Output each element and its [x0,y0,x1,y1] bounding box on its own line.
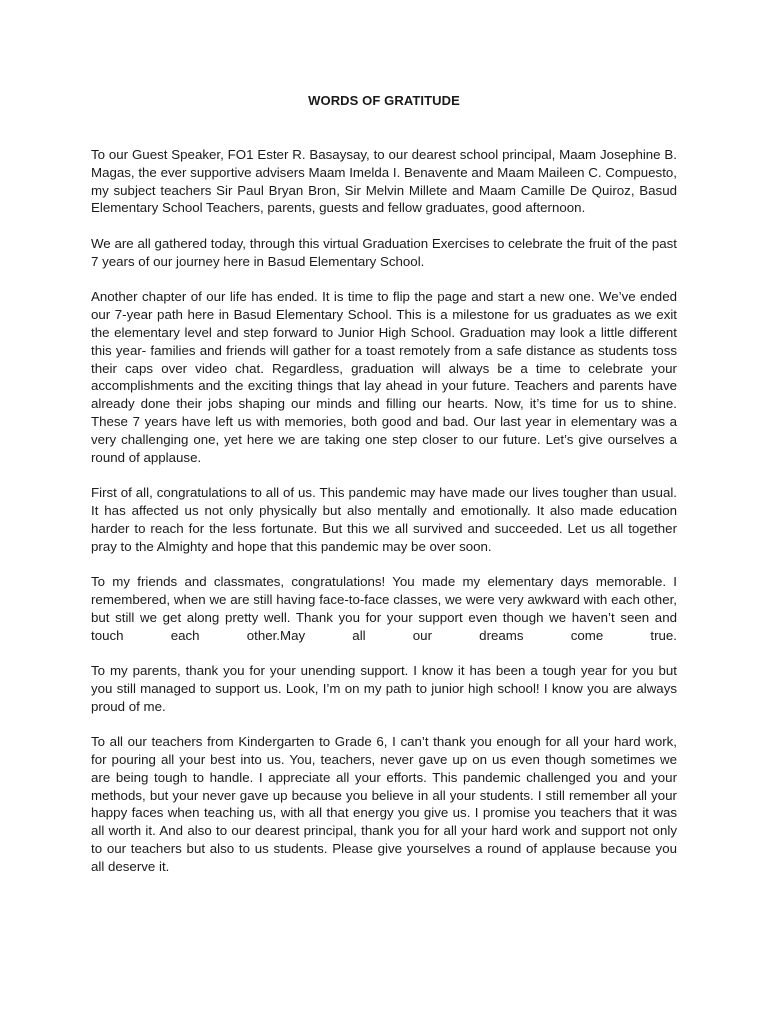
paragraph-teachers: To all our teachers from Kindergarten to Grade 6, I can’t thank you enough for all your hard work, for pouring all your best into us. You, teachers, never gave up on us even though sometimes we are being tough to handle. I appreciate all your efforts. This pandemic challenged you and your methods, but your never gave up because you believe in all your students. I still remember all your happy faces when teaching us, with all that energy you give us. I promise you teachers that it was all worth it. And also to our dearest principal, thank you for all your hard work and support not only to our teachers but also to us students. Please give yourselves a round of applause because you all deserve it. [91,734,677,874]
paragraph-friends: To my friends and classmates, congratulations! You made my elementary days memorable. I remembered, when we are still having face-to-face classes, we were very awkward with each other, but still we get along pretty well. Thank you for your support even though we haven’t seen and touch each other.May all our dreams come true. [91,574,677,643]
document-title: WORDS OF GRATITUDE [308,93,460,108]
paragraph-another-chapter: Another chapter of our life has ended. It is time to flip the page and start a new one. We’ve ended our 7-year path here in Basud Elementary School. This is a milestone for us graduates as we exit the elementary level and step forward to Junior High School. Graduation may look a little different this year- families and friends will gather for a toast remotely from a safe distance as students toss their caps over video chat. Regardless, graduation will always be a time to celebrate your accomplishments and the exciting things that lay ahead in your future. Teachers and parents have already done their jobs shaping our minds and filling our hearts. Now, it’s time for us to shine. These 7 years have left us with memories, both good and bad. Our last year in elementary was a very challenging one, yet here we are taking one step closer to our future. Let’s give ourselves a round of applause. [91,289,677,465]
paragraph-gathered: We are all gathered today, through this virtual Graduation Exercises to celebrate the fruit of the past 7 years of our journey here in Basud Elementary School. [91,235,677,269]
paragraph-parents: To my parents, thank you for your unending support. I know it has been a tough year for you but you still managed to support us. Look, I’m on my path to junior high school! I know you are always proud of me. [91,663,677,714]
paragraph-greeting: To our Guest Speaker, FO1 Ester R. Basaysay, to our dearest school principal, Maam Josephine B. Magas, the ever supportive advisers Maam Imelda I. Benavente and Maam Maileen C. Compuesto, my subject teachers Sir Paul Bryan Bron, Sir Melvin Millete and Maam Camille De Quiroz, Basud Elementary School Teachers, parents, guests and fellow graduates, good afternoon. [91,147,677,216]
document-body [91,146,677,893]
paragraph-congratulations: First of all, congratulations to all of us. This pandemic may have made our lives tougher than usual. It has affected us not only physically but also mentally and emotionally. It also made education harder to reach for the less fortunate. But this we all survived and succeeded. Let us all together pray to the Almighty and hope that this pandemic may be over soon. [91,485,677,554]
